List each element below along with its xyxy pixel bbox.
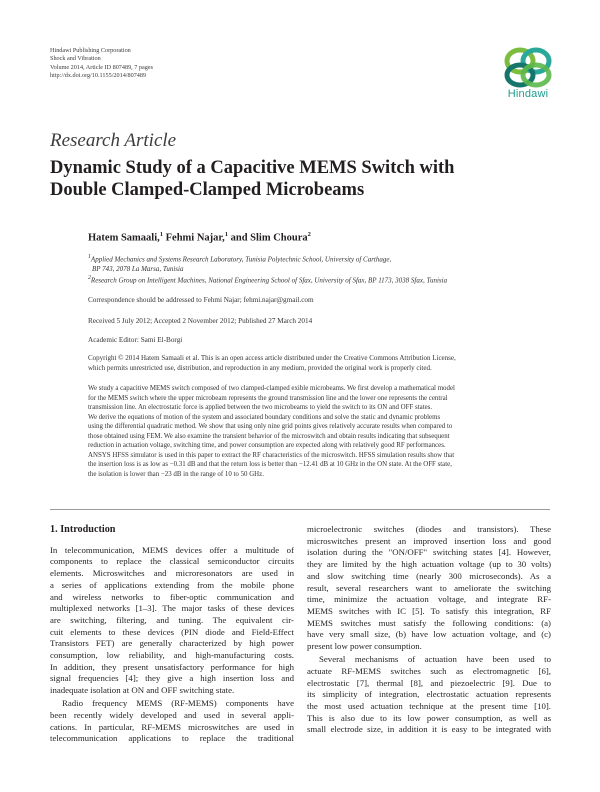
paragraph-line: signal frequencies [4]; they give a high insertion loss and [50, 673, 294, 684]
author-name: Hatem Samaali, [88, 232, 160, 244]
paragraph-line: MEMS switches must satisfy the following conditions: (a) [307, 617, 551, 628]
affiliation-line [88, 253, 558, 265]
abstract-line: for the MEMS switch where the upper microbeam represents the ground transmission line and the lower one represents the central [88, 394, 448, 402]
affiliation-sup: 2 [88, 274, 91, 281]
paragraph-line: a series of applications extending from the mobile phone [50, 579, 294, 590]
paragraph-line: present low power consumption. [307, 641, 422, 652]
paragraph-line: isolation during the "ON/OFF" switching states [4]. However, [307, 547, 551, 558]
paragraph-line: small electrode size, in addition it is easy to be integrated with [307, 724, 551, 735]
paragraph-line: consumption, low reliability, and high-manufacturing costs. [50, 650, 294, 661]
paragraph-line: In addition, they present unsatisfactory performance for high [50, 661, 294, 672]
hindawi-logo-text: Hindawi [507, 88, 549, 100]
copyright-notice [88, 354, 550, 373]
paragraph-line: have very small size, (b) have low actuation voltage, and (c) [307, 629, 551, 640]
paper-title [50, 157, 550, 201]
author-sup: 2 [307, 231, 311, 238]
abstract-line: those obtained using FEM. We also examine the transient behavior of the microswitch and obtain results indicating that subsequent [88, 432, 450, 440]
paragraph-line: MEMS switches with IC [5]. To satisfy this integration, RF [307, 605, 551, 616]
paragraph-line: and slow switching time (nearly 300 microseconds). As a [307, 570, 551, 581]
title-line: Double Clamped-Clamped Microbeams [50, 180, 365, 200]
volume-info: Volume 2014, Article ID 807489, 7 pages [50, 63, 153, 71]
paragraph-line: telecommunication applications to replace the traditional [50, 733, 294, 744]
doi-link[interactable]: http://dx.doi.org/10.1155/2014/807489 [50, 71, 147, 79]
paragraph-line: multiplexed networks [1–3]. The major tasks of these devices [50, 603, 294, 614]
paragraph-line: been recently widely developed and used in several appli- [50, 710, 294, 721]
abstract-line: We derive the equations of motion of the system and associated boundary conditions and solve the static and dynamic problems [88, 413, 441, 421]
affiliation-sup: 1 [88, 254, 91, 260]
paragraph-line: electrostatic [7], thermal [8], and piezoelectric [9]. Due to [307, 677, 551, 688]
paragraph-line: This is also due to its low power consumption, as well as [307, 712, 551, 723]
abstract-line: the insertion loss is as low as −0.31 dB and that the return loss is better than −12.41 dB at 10 GHz in the ON state. At the OFF state, [88, 461, 452, 468]
affiliation-line [88, 274, 558, 286]
author-sup: 1 [224, 231, 228, 238]
copyright-line: Copyright © 2014 Hatem Samaali et al. This is an open access article distributed under the Creative Commons Attribution License, [88, 354, 456, 362]
journal-info [50, 47, 153, 80]
abstract-line: ANSYS HFSS simulator is used in this paper to extract the RF characteristics of the microswitch. HFSS simulation results show that [88, 451, 455, 459]
abstract-line: transmission line. An electrostatic force is applied between the two microbeams to yield the switch to its ON and OFF states. [88, 404, 433, 411]
author-name: and Slim Choura [230, 232, 308, 244]
affiliation-text: Applied Mechanics and Systems Research Laboratory, Tunisia Polytechnic School, University of Carthage, [90, 255, 392, 264]
paragraph-line: time, minimize the actuation voltage, and integrate RF- [307, 594, 551, 605]
author-name: Fehmi Najar, [165, 232, 225, 244]
abstract-line: the isolation is lower than −23 dB in the range of 10 to 50 GHz. [88, 470, 264, 478]
academic-editor: Academic Editor: Sami El-Borgi [88, 336, 183, 344]
abstract-line: using the differential quadratic method. We show that using only nine grid points gives relatively accurate results when compared to [88, 423, 453, 430]
section-divider [50, 509, 550, 510]
author-sup: 1 [159, 231, 163, 238]
right-column-text [307, 524, 551, 736]
paragraph-line: its simplicity of integration, electrostatic actuation represents [307, 689, 551, 700]
paragraph-line: Transistors FET) are generally characterized by high power [50, 638, 294, 649]
left-column-text [50, 545, 294, 745]
section-heading: 1. Introduction [50, 524, 116, 535]
paragraph-line: microelectronic switches (diodes and transistors). These [307, 524, 551, 534]
affiliation-text: Research Group on Intelligent Machines, National Engineering School of Sfax, University of Sfax, BP 1173, 3038 Sfax, Tunisia [90, 276, 448, 285]
copyright-line: which permits unrestricted use, distribution, and reproduction in any medium, provided the original work is properly cited. [88, 363, 432, 372]
hindawi-logo [496, 47, 560, 105]
affiliations [88, 253, 558, 285]
paragraph-line: cuit elements to these devices (PIN diode and Field-Effect [50, 626, 294, 637]
paragraph-line: are switching, filtering, and tuning. The equivalent cir- [50, 614, 294, 625]
paragraph-line: Radio frequency MEMS (RF-MEMS) components have [62, 698, 294, 709]
author-list [88, 231, 311, 244]
paragraph-line: microswitches present an improved insertion loss and good [307, 535, 551, 546]
publication-dates: Received 5 July 2012; Accepted 2 November 2012; Published 27 March 2014 [88, 317, 313, 325]
paragraph-line: In telecommunication, MEMS devices offer a multitude of [50, 544, 294, 555]
paragraph-line: the most used actuation technique at the present time [10]. [307, 701, 551, 712]
paragraph-line: Several mechanisms of actuation have been used to [319, 654, 551, 665]
publisher-name: Hindawi Publishing Corporation [50, 47, 131, 54]
hindawi-rings-icon [496, 47, 560, 89]
paragraph-line: components to replace the classical semiconductor circuits [50, 556, 294, 567]
abstract [88, 384, 550, 479]
title-line: Dynamic Study of a Capacitive MEMS Switch with [50, 158, 455, 178]
article-type: Research Article [50, 130, 177, 151]
journal-name: Shock and Vibration [50, 55, 101, 63]
body-column-left [50, 524, 294, 745]
paragraph-line: cations. In particular, RF-MEMS microswitches are used in [50, 721, 294, 732]
body-column-right [307, 524, 551, 736]
paragraph-line: elements. Microswitches and microresonators are used in [50, 568, 294, 579]
paragraph-line: and wireless networks to fiber-optic communication and [50, 591, 294, 602]
paragraph-line: result, several researchers want to ameliorate the switching [307, 582, 551, 593]
paragraph-line: actuate RF-MEMS switches such as electromagnetic [6], [307, 665, 551, 676]
abstract-line: reduction in actuation voltage, switching time, and power consumption are expected along with relatively good RF performances. [88, 442, 446, 449]
correspondence: Correspondence should be addressed to Fehmi Najar; fehmi.najar@gmail.com [88, 296, 314, 304]
abstract-line: We study a capacitive MEMS switch composed of two clamped-clamped exible microbeams. We first develop a mathematical model [88, 385, 455, 392]
paragraph-line: they are limited by the high actuation voltage (up to 30 volts) [307, 559, 551, 570]
affiliation-line: BP 743, 2078 La Marsa, Tunisia [92, 264, 184, 273]
paragraph-line: inadequate isolation at ON and OFF switching state. [50, 685, 235, 696]
